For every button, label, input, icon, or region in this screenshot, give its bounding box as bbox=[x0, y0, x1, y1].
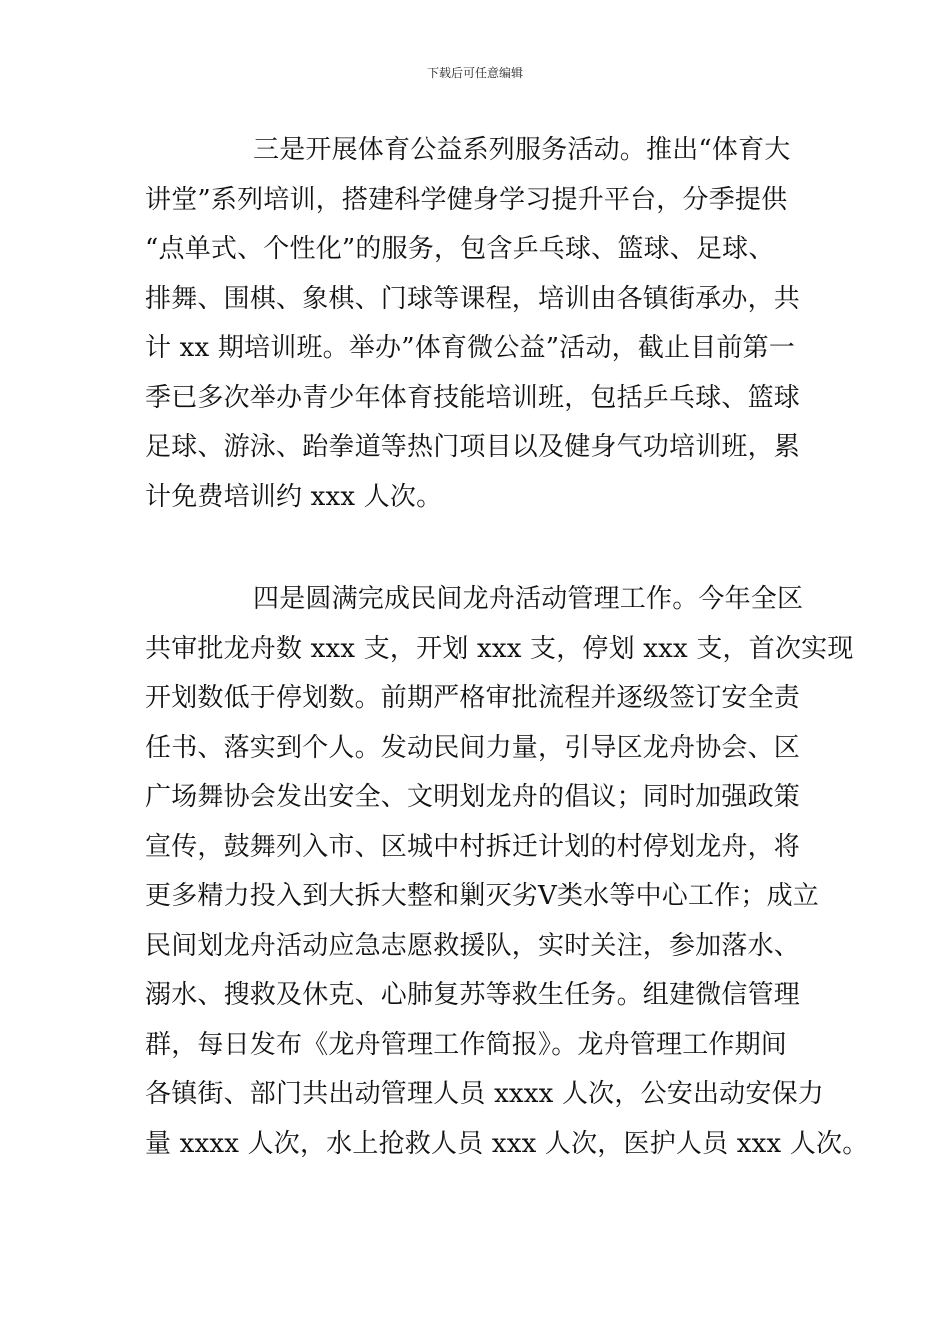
text-line: 排舞、围棋、象棋、门球等课程，培训由各镇街承办，共 bbox=[145, 283, 801, 314]
text-line: 群，每日发布《龙舟管理工作简报》。龙舟管理工作期间 bbox=[145, 1029, 788, 1060]
text-line: 三是开展体育公益系列服务活动。推出“体育大 bbox=[253, 135, 791, 165]
text-line: 计 xx 期培训班。举办”体育微公益”活动，截止目前第一 bbox=[145, 333, 796, 363]
text-line: 宣传，鼓舞列入市、区城中村拆迁计划的村停划龙舟，将 bbox=[145, 831, 801, 862]
text-line: 四是圆满完成民间龙舟活动管理工作。今年全区 bbox=[253, 584, 804, 614]
text-line: 民间划龙舟活动应急志愿救援队，实时关注，参加落水、 bbox=[145, 930, 801, 961]
text-line: 足球、游泳、跆拳道等热门项目以及健身气功培训班，累 bbox=[145, 432, 801, 462]
paragraph-sports-public-welfare bbox=[145, 126, 810, 522]
text-line: “点单式、个性化”的服务，包含乒乓球、篮球、足球、 bbox=[145, 234, 775, 264]
text-line: 共审批龙舟数 xxx 支，开划 xxx 支，停划 xxx 支，首次实现 bbox=[145, 633, 854, 664]
text-line: 开划数低于停划数。前期严格审批流程并逐级签订安全责 bbox=[145, 683, 801, 713]
page-header-note: 下载后可任意编辑 bbox=[426, 66, 523, 80]
text-line: 量 xxxx 人次，水上抢救人员 xxx 人次，医护人员 xxx 人次。 bbox=[145, 1128, 869, 1159]
text-line: 季已多次举办青少年体育技能培训班，包括乒乓球、篮球 bbox=[145, 382, 801, 413]
paragraph-dragon-boat-management bbox=[145, 575, 869, 1169]
text-line: 任书、落实到个人。发动民间力量，引导区龙舟协会、区 bbox=[145, 732, 801, 763]
text-line: 溺水、搜救及休克、心肺复苏等救生任务。组建微信管理 bbox=[145, 980, 801, 1010]
text-line: 各镇街、部门共出动管理人员 xxxx 人次，公安出动安保力 bbox=[145, 1079, 824, 1109]
text-line: 更多精力投入到大拆大整和剿灭劣Ⅴ类水等中心工作；成立 bbox=[145, 881, 819, 911]
text-line: 讲堂”系列培训，搭建科学健身学习提升平台，分季提供 bbox=[145, 184, 788, 215]
text-line: 计免费培训约 xxx 人次。 bbox=[145, 481, 443, 512]
text-line: 广场舞协会发出安全、文明划龙舟的倡议；同时加强政策 bbox=[145, 782, 801, 812]
